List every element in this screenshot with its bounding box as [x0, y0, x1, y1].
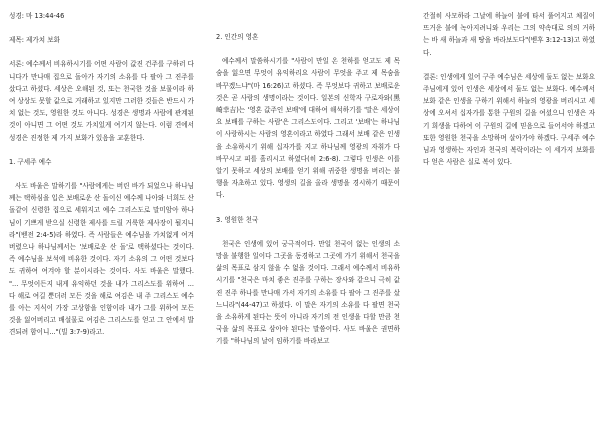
section-2-body: 예수께서 말씀하시기를 "사람이 만일 온 천하를 얻고도 제 목숨을 잃으면 무엇이 유익하리요 사람이 무엇을 주고 제 목숨을 바꾸겠느냐"(마 16:26)고 하셨다. 즉 무엇보다 귀하고 보배로운 것은 곧 사람의 생명이라는 것이다. 일본의 신학자 구로자와(黑崎幸吉)는 '영혼 값주인 보배'에 대하여 해석하기를 '말은 세상이요 보배를 구하는 사람'은 그리스도이다. 그리고 '보배'는 하나님이 사랑하시는 사람의 영혼이라고 하였다 그래서 보배 같은 인생을 소유하시기 위해 십자가를 지고 하나님께 영광의 자취가 다 바꾸시고 피를 흘리시고 하였다(히 2:6-8). 그렇다 인생은 이를 알기 못하고 세상의 보배를 얻기 위해 귀중한 생명을 버리는 불행을 자초하고 있다. 영생의 길을 올라 생명을 경시하기 때문이다.	[216, 57, 400, 200]
section-3-continuation: 간절히 사모하라 그날에 하늘이 불에 타서 풀어지고 체질이 뜨거운 불에 녹아지려니와 우리는 그의 약속대로 의의 거하는 바 새 하늘과 새 땅을 바라보도다"(벧후 3:12-13)고 하였다.	[423, 12, 595, 57]
column-1	[9, 0, 194, 424]
conclusion-paragraph: 결론: 인생에게 있어 구주 예수님은 세상에 둘도 없는 보화요 주님에게 있어 인생은 세상에서 둘도 없는 보화다. 예수께서 보화 같은 인생을 구하기 위해서 하늘의 영광을 버리시고 세상에 오셔서 십자가를 통한 구원의 길을 여셨으니 인생은 자기 희생을 다하여 이 구원의 길에 믿음으로 들어서야 하겠고 또한 영원한 천국을 소망하며 살아가야 하겠다. 구세주 예수님과 영생하는 자인과 천국의 복락이라는 이 세가지 보화를 다 얻은 사람은 실로 복이 있다.	[423, 72, 595, 167]
introduction-paragraph: 서론: 예수께서 비유하시기를 어떤 사람이 값진 건주를 구하러 다니다가 만나매 집으로 돌아가 자기의 소유를 다 팔아 그 진주를 샀다고 하셨다. 세상은 오해된 것, 또는 천국한 것을 보물이라 하여 상상도 못할 값으로 거래하고 있지만 그러한 것들은 반드시 가치 없는 것도, 영원한 것도 아니다. 성경은 생명과 사람에 관계된 것이 아니면 그 어떤 것도 가치있게 여기지 않는다. 이럼 견에서 성경은 진정한 제 가지 보화가 있음을 교훈한다.	[9, 60, 194, 142]
section-3-body: 천국은 인생에 있어 궁극적이다. 만일 천국이 없는 인생의 소망을 불행한 일이다 그곳을 동경하고 그곳에 가기 위해서 천국을 삶의 목표로 삼지 않을 수 없을 것이다. 그래서 예수께서 비유하시기를 "천국은 마치 좋은 진주를 구하는 장사와 같으니 극히 값진 진주 하나를 만나매 가서 자기의 소유를 다 팔아 그 진주를 샀느니라"(44-47)고 하셨다. 이 말은 자기의 소유를 다 팔면 천국을 소유하게 된다는 뜻이 아니라 자기의 전 인생을 다할 만큼 천국을 삶의 목표로 삼아야 된다는 말씀이다. 사도 바울은 권면하기를 "하나님의 날이 임하기를 바라보고	[216, 239, 400, 346]
section-3-heading: 3. 영원한 천국	[216, 215, 259, 224]
column-3	[423, 0, 595, 424]
column-2	[216, 0, 400, 424]
section-1-heading: 1. 구세주 예수	[9, 157, 52, 166]
section-1-body: 사도 바울은 말하기를 "사람에게는 버린 바가 되었으나 하나님께는 택하심을 입은 보배로운 산 돌이신 예수께 나아와 너희도 산 돌같이 신령한 집으로 세워지고 예수 그리스도로 말미암아 하나님이 기쁘게 받으실 신령한 제사를 드릴 거룩한 제사장이 될지니라"(벧전 2:4-5)라 하였다. 즉 사람들은 예수님을 가치없게 여겨 버렸으나 하나님께서는 '보배로운 산 돌'로 택하셨다는 것이다. 즉 예수님을 보석에 비유한 것이다. 자기 소유의 그 어떤 것보다도 귀하여 여겨야 할 분이시라는 것이다. 사도 바울은 말했다. "... 무엇이든지 내게 유익하던 것을 내가 그리스도를 위하여 ... 다 해로 여길 뿐더러 모든 것을 해로 여김은 내 주 그리스도 예수를 아는 지식이 가장 고상함을 인함이라 내가 그를 위하여 모든 것을 잃어버리고 배설물로 여김은 그리스도를 얻고 그 안에서 발견되려 함이니..."(빌 3:7-9)라고.	[9, 182, 194, 337]
scripture-reference: 성경: 마 13:44-46	[9, 12, 65, 20]
section-2-heading: 2. 인간의 영혼	[216, 33, 259, 41]
sermon-title: 제목: 제가치 보화	[9, 36, 61, 45]
